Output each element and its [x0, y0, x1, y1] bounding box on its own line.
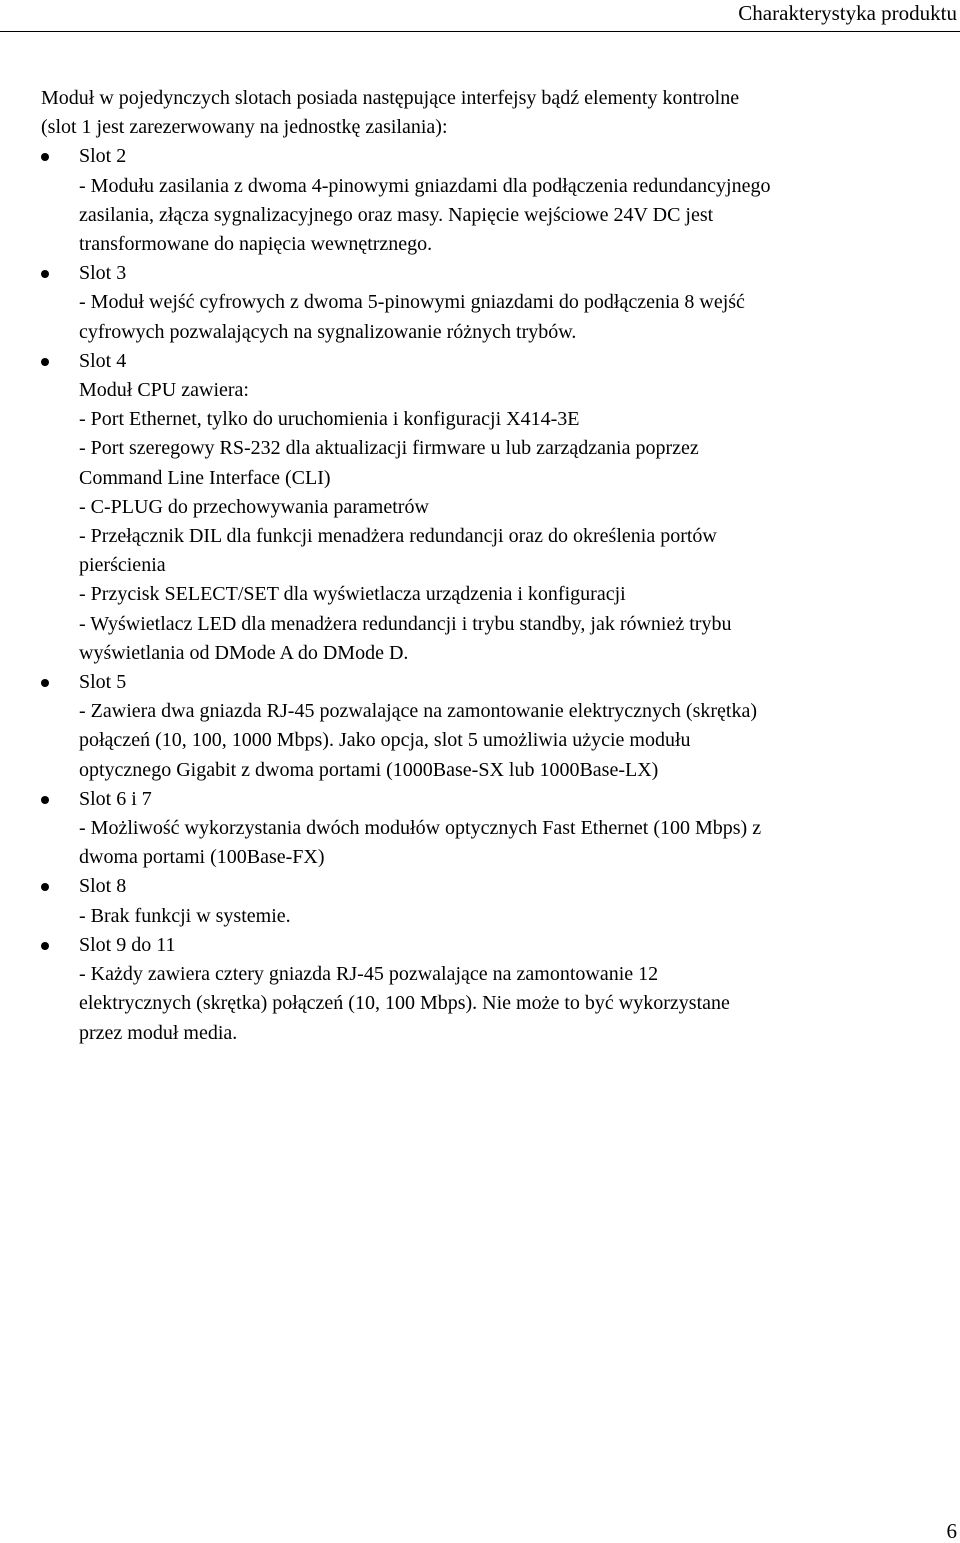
bullet-icon [41, 270, 49, 278]
slot-item-3 [41, 259, 956, 347]
slot-description-line: wyświetlania od DMode A do DMode D. [79, 641, 409, 664]
intro-line: (slot 1 jest zarezerwowany na jednostkę zasilania): [41, 116, 448, 139]
document-body [41, 84, 956, 1048]
slot-item-9-11 [41, 931, 956, 1048]
slot-title: Slot 5 [79, 671, 127, 694]
slot-description-line: - Modułu zasilania z dwoma 4-pinowymi gniazdami dla podłączenia redundancyjnego [79, 174, 771, 197]
slot-description-line: - Przełącznik DIL dla funkcji menadżera redundancji oraz do określenia portów [79, 525, 717, 548]
slot-item-8 [41, 872, 956, 930]
slot-list [41, 142, 956, 1047]
slot-description-line: - Możliwość wykorzystania dwóch modułów optycznych Fast Ethernet (100 Mbps) z [79, 817, 762, 840]
slot-description-line: Command Line Interface (CLI) [79, 466, 331, 489]
slot-description-line: dwoma portami (100Base-FX) [79, 846, 325, 869]
slot-description-line: - Moduł wejść cyfrowych z dwoma 5-pinowymi gniazdami do podłączenia 8 wejść [79, 291, 745, 314]
slot-title: Slot 9 do 11 [79, 933, 176, 956]
slot-description-line: - Brak funkcji w systemie. [79, 904, 291, 927]
slot-description-line: Moduł CPU zawiera: [79, 379, 249, 402]
slot-description-line: - Wyświetlacz LED dla menadżera redundancji i trybu standby, jak również trybu [79, 612, 732, 635]
slot-description-line: transformowane do napięcia wewnętrznego. [79, 233, 433, 256]
slot-description-line: przez moduł media. [79, 1021, 238, 1044]
slot-item-4 [41, 347, 956, 668]
slot-title: Slot 6 i 7 [79, 787, 152, 810]
intro-paragraph [41, 84, 956, 142]
bullet-icon [41, 883, 49, 891]
slot-description-line: - Zawiera dwa gniazda RJ-45 pozwalające na zamontowanie elektrycznych (skrętka) [79, 700, 758, 723]
bullet-icon [41, 942, 49, 950]
slot-description-line: elektrycznych (skrętka) połączeń (10, 100 Mbps). Nie może to być wykorzystane [79, 992, 730, 1015]
header-title: Charakterystyka produktu [738, 1, 957, 25]
slot-description-line: - C-PLUG do przechowywania parametrów [79, 495, 429, 518]
page-header [0, 0, 960, 32]
intro-line: Moduł w pojedynczych slotach posiada następujące interfejsy bądź elementy kontrolne [41, 87, 740, 109]
slot-description-line: cyfrowych pozwalających na sygnalizowanie różnych trybów. [79, 320, 577, 343]
slot-title: Slot 3 [79, 262, 127, 285]
page-number: 6 [946, 1519, 957, 1543]
slot-title: Slot 8 [79, 875, 127, 898]
bullet-icon [41, 796, 49, 804]
slot-description-line: zasilania, złącza sygnalizacyjnego oraz masy. Napięcie wejściowe 24V DC jest [79, 203, 714, 226]
slot-item-2 [41, 142, 956, 259]
slot-description-line: optycznego Gigabit z dwoma portami (1000Base-SX lub 1000Base-LX) [79, 758, 659, 781]
slot-title: Slot 2 [79, 145, 127, 168]
bullet-icon [41, 153, 49, 161]
slot-description-line: - Przycisk SELECT/SET dla wyświetlacza urządzenia i konfiguracji [79, 583, 626, 606]
bullet-icon [41, 679, 49, 687]
slot-description-line: pierścienia [79, 554, 166, 577]
bullet-icon [41, 358, 49, 366]
slot-description-line: połączeń (10, 100, 1000 Mbps). Jako opcja, slot 5 umożliwia użycie modułu [79, 729, 691, 752]
slot-description-line: - Port szeregowy RS-232 dla aktualizacji firmware u lub zarządzania poprzez [79, 437, 699, 460]
slot-description-line: - Port Ethernet, tylko do uruchomienia i konfiguracji X414-3E [79, 408, 580, 431]
slot-title: Slot 4 [79, 349, 127, 372]
slot-item-6-7 [41, 785, 956, 873]
slot-item-5 [41, 668, 956, 785]
slot-description-line: - Każdy zawiera cztery gniazda RJ-45 pozwalające na zamontowanie 12 [79, 963, 659, 986]
